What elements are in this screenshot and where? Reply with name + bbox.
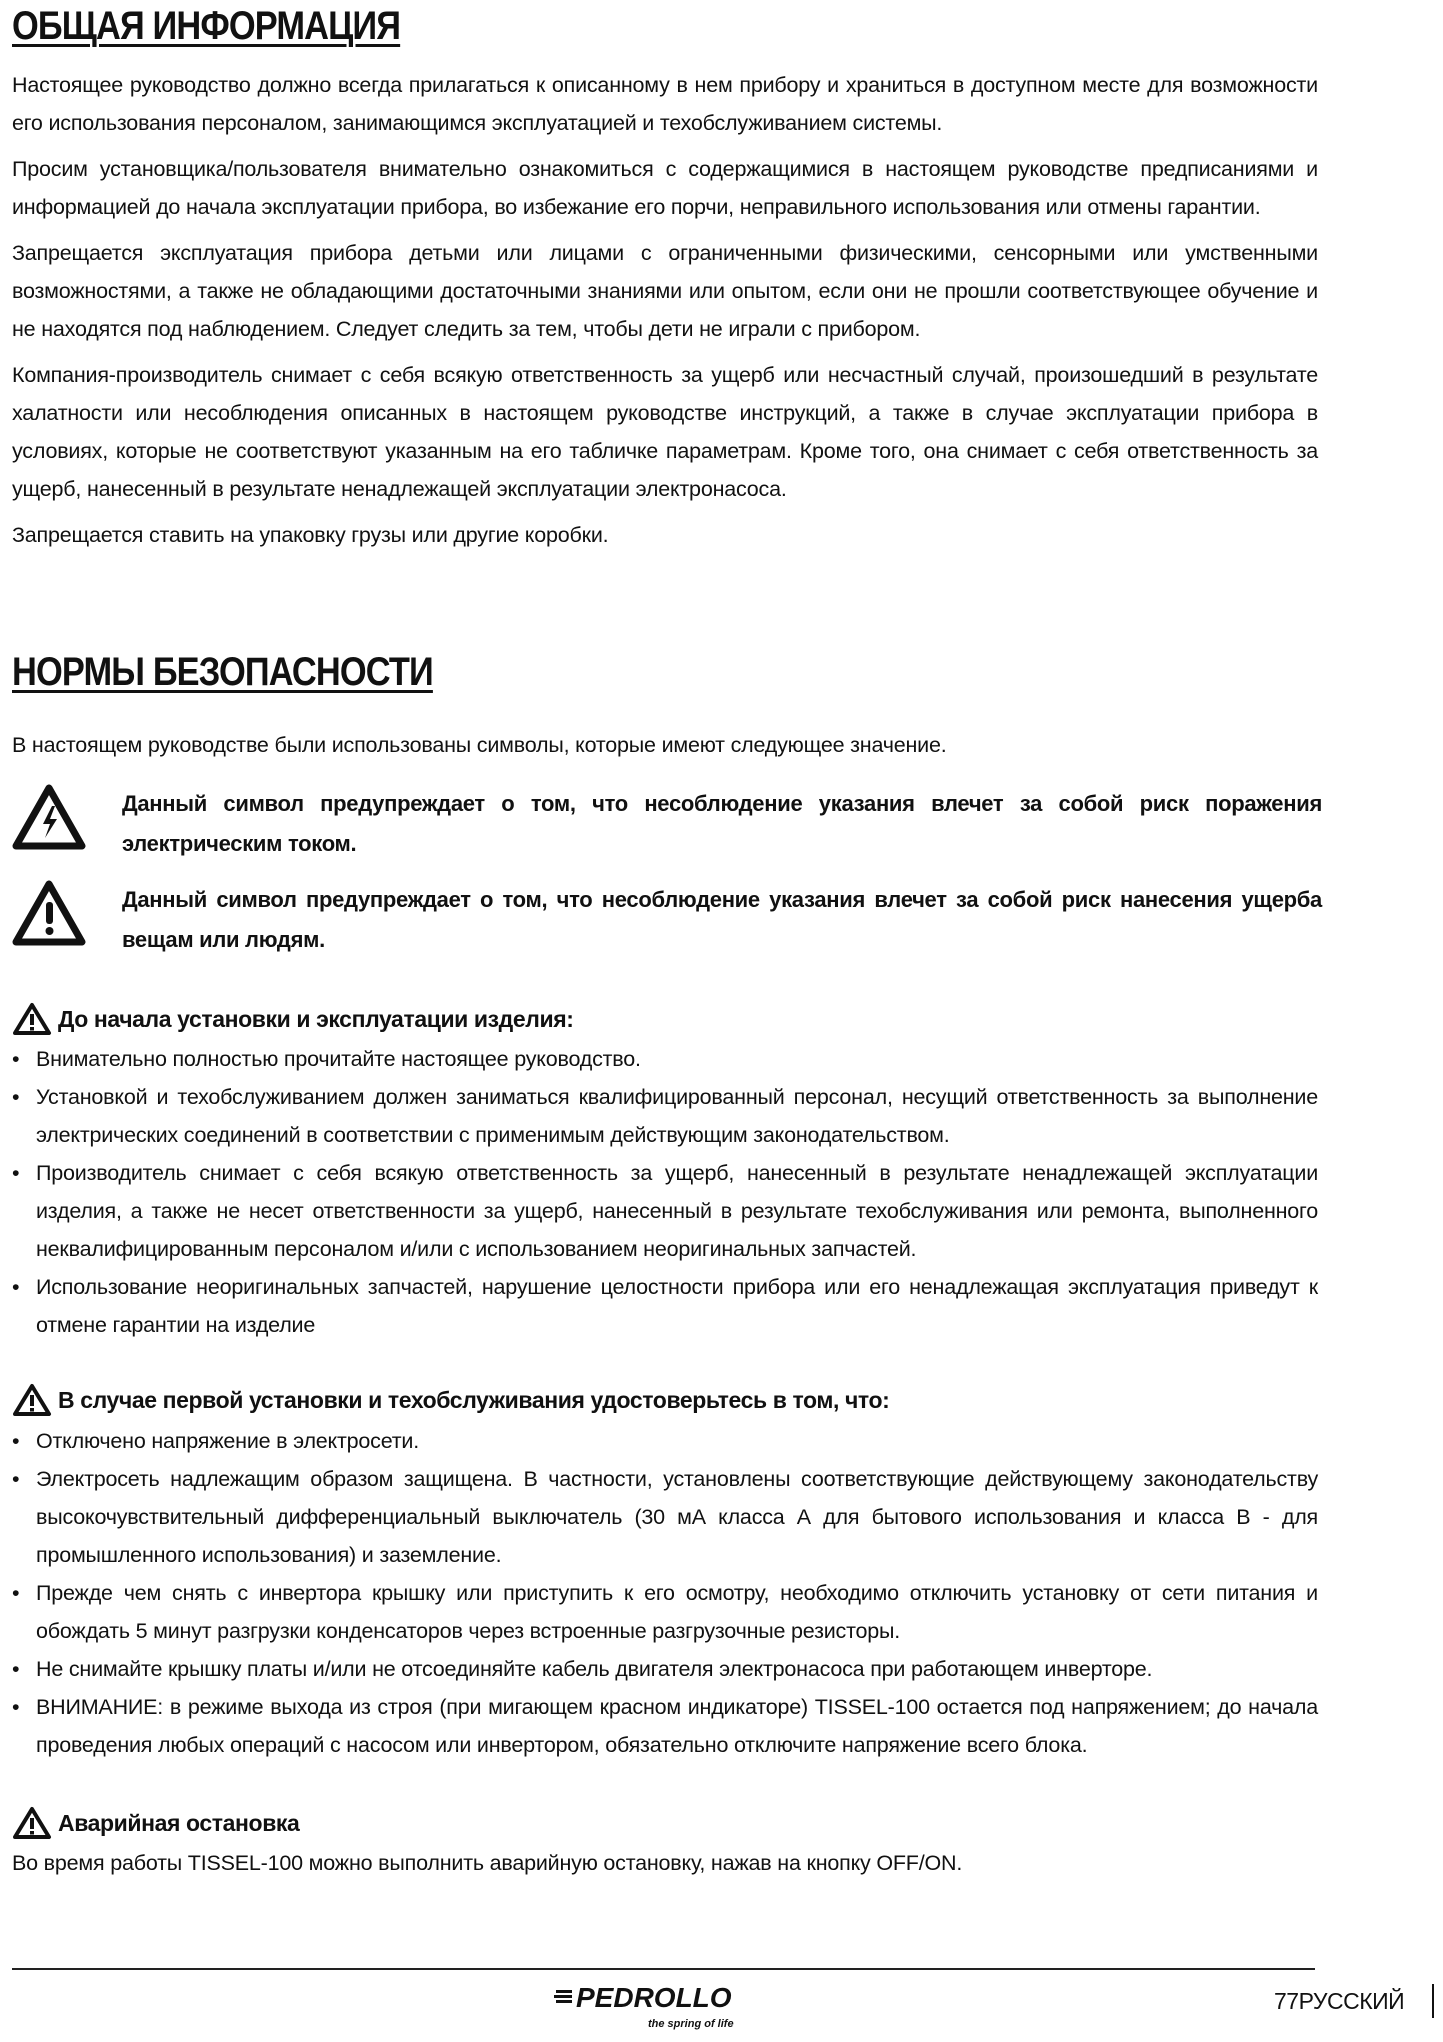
symbols-intro: В настоящем руководстве были использованы символы, которые имеют следующее значение. — [12, 733, 947, 757]
general-warning-icon — [12, 880, 86, 946]
symbol-electric-text: Данный символ предупреждает о том, что несоблюдение указания влечет за собой риск поражения электрическим током. — [122, 791, 1322, 856]
heading-text: Аварийная остановка — [58, 1809, 300, 1836]
first-install-heading — [12, 1383, 889, 1417]
list-item: • Внимательно полностью прочитайте настоящее руководство. — [12, 1040, 1318, 1078]
symbol-warning-text: Данный символ предупреждает о том, что несоблюдение указания влечет за собой риск нанесения ущерба вещам или людям. — [122, 887, 1322, 952]
emergency-text: Во время работы TISSEL-100 можно выполнить аварийную остановку, нажав на кнопку OFF/ON. — [12, 1851, 963, 1875]
before-install-heading — [12, 1002, 574, 1036]
before-install-list — [12, 1040, 1318, 1344]
general-paragraphs — [12, 66, 1318, 554]
heading-text: В случае первой установки и техобслуживания удостоверьтесь в том, что: — [58, 1386, 890, 1413]
list-item: • ВНИМАНИЕ: в режиме выхода из строя (при мигающем красном индикаторе) TISSEL-100 остается под напряжением; до начала проведения любых операций с насосом или инвертором, обязательно отключите напряжение всего блока. — [12, 1688, 1318, 1764]
page-label: 77РУССКИЙ — [1274, 1988, 1405, 2014]
list-item: • Прежде чем снять с инвертора крышку или приступить к его осмотру, необходимо отключить установку от сети питания и обождать 5 минут разгрузки конденсаторов через встроенные разгрузочные резисторы. — [12, 1574, 1318, 1650]
footer-rule — [12, 1968, 1315, 1970]
list-item: • Отключено напряжение в электросети. — [12, 1422, 1318, 1460]
pedrollo-logo — [550, 1981, 770, 2037]
brand-name: PEDROLLO — [576, 1982, 732, 2013]
section-title-safety: НОРМЫ БЕЗОПАСНОСТИ — [12, 650, 433, 694]
electric-hazard-icon — [12, 784, 86, 850]
list-item: • Установкой и техобслуживанием должен заниматься квалифицированный персонал, несущий ответственность за выполнение электрических соединений в соответствии с применимым действующим законодательством. — [12, 1078, 1318, 1154]
footer-bar — [1432, 1984, 1434, 2018]
warning-icon — [12, 1383, 52, 1417]
emergency-heading — [12, 1806, 299, 1840]
brand-tagline: the spring of life — [648, 2018, 734, 2030]
first-install-list — [12, 1422, 1318, 1764]
list-item: • Не снимайте крышку платы и/или не отсоединяйте кабель двигателя электронасоса при работающем инверторе. — [12, 1650, 1318, 1688]
symbol-row-electric — [12, 784, 1322, 864]
heading-text: До начала установки и эксплуатации изделия: — [58, 1005, 574, 1032]
list-item: • Производитель снимает с себя всякую ответственность за ущерб, нанесенный в результате ненадлежащей эксплуатации изделия, а также не несет ответственности за ущерб, нанесенный в результате техобслуживания или ремонта, выполненного неквалифицированным персоналом и/или с использованием неоригинальных запчастей. — [12, 1154, 1318, 1268]
warning-icon — [12, 1002, 52, 1036]
paragraph: Компания-производитель снимает с себя всякую ответственность за ущерб или несчастный случай, произошедший в результате халатности или несоблюдения описанных в настоящем руководстве инструкций, а также в случае эксплуатации прибора в условиях, которые не соответствуют указанным на его табличке параметрам. Кроме того, она снимает с себя ответственность за ущерб, нанесенный в результате ненадлежащей эксплуатации электронасоса. — [12, 363, 1318, 501]
paragraph: Запрещается ставить на упаковку грузы или другие коробки. — [12, 523, 609, 547]
paragraph: Запрещается эксплуатация прибора детьми или лицами с ограниченными физическими, сенсорными или умственными возможностями, а также не обладающими достаточными знаниями или опытом, если они не прошли соответствующее обучение и не находятся под наблюдением. Следует следить за тем, чтобы дети не играли с прибором. — [12, 241, 1318, 341]
paragraph: Настоящее руководство должно всегда прилагаться к описанному в нем прибору и храниться в доступном месте для возможности его использования персоналом, занимающимся эксплуатацией и техобслуживанием системы. — [12, 73, 1318, 135]
section-title-general: ОБЩАЯ ИНФОРМАЦИЯ — [12, 4, 401, 48]
list-item: • Электросеть надлежащим образом защищена. В частности, установлены соответствующие действующему законодательству высокочувствительный дифференциальный выключатель (30 мА класса А для бытового использования и класса В - для промышленного использования) и заземление. — [12, 1460, 1318, 1574]
list-item: • Использование неоригинальных запчастей, нарушение целостности прибора или его ненадлежащая эксплуатация приведут к отмене гарантии на изделие — [12, 1268, 1318, 1344]
warning-icon — [12, 1806, 52, 1840]
paragraph: Просим установщика/пользователя внимательно ознакомиться с содержащимися в настоящем руководстве предписаниями и информацией до начала эксплуатации прибора, во избежание его порчи, неправильного использования или отмены гарантии. — [12, 157, 1318, 219]
symbol-row-warning — [12, 880, 1322, 960]
